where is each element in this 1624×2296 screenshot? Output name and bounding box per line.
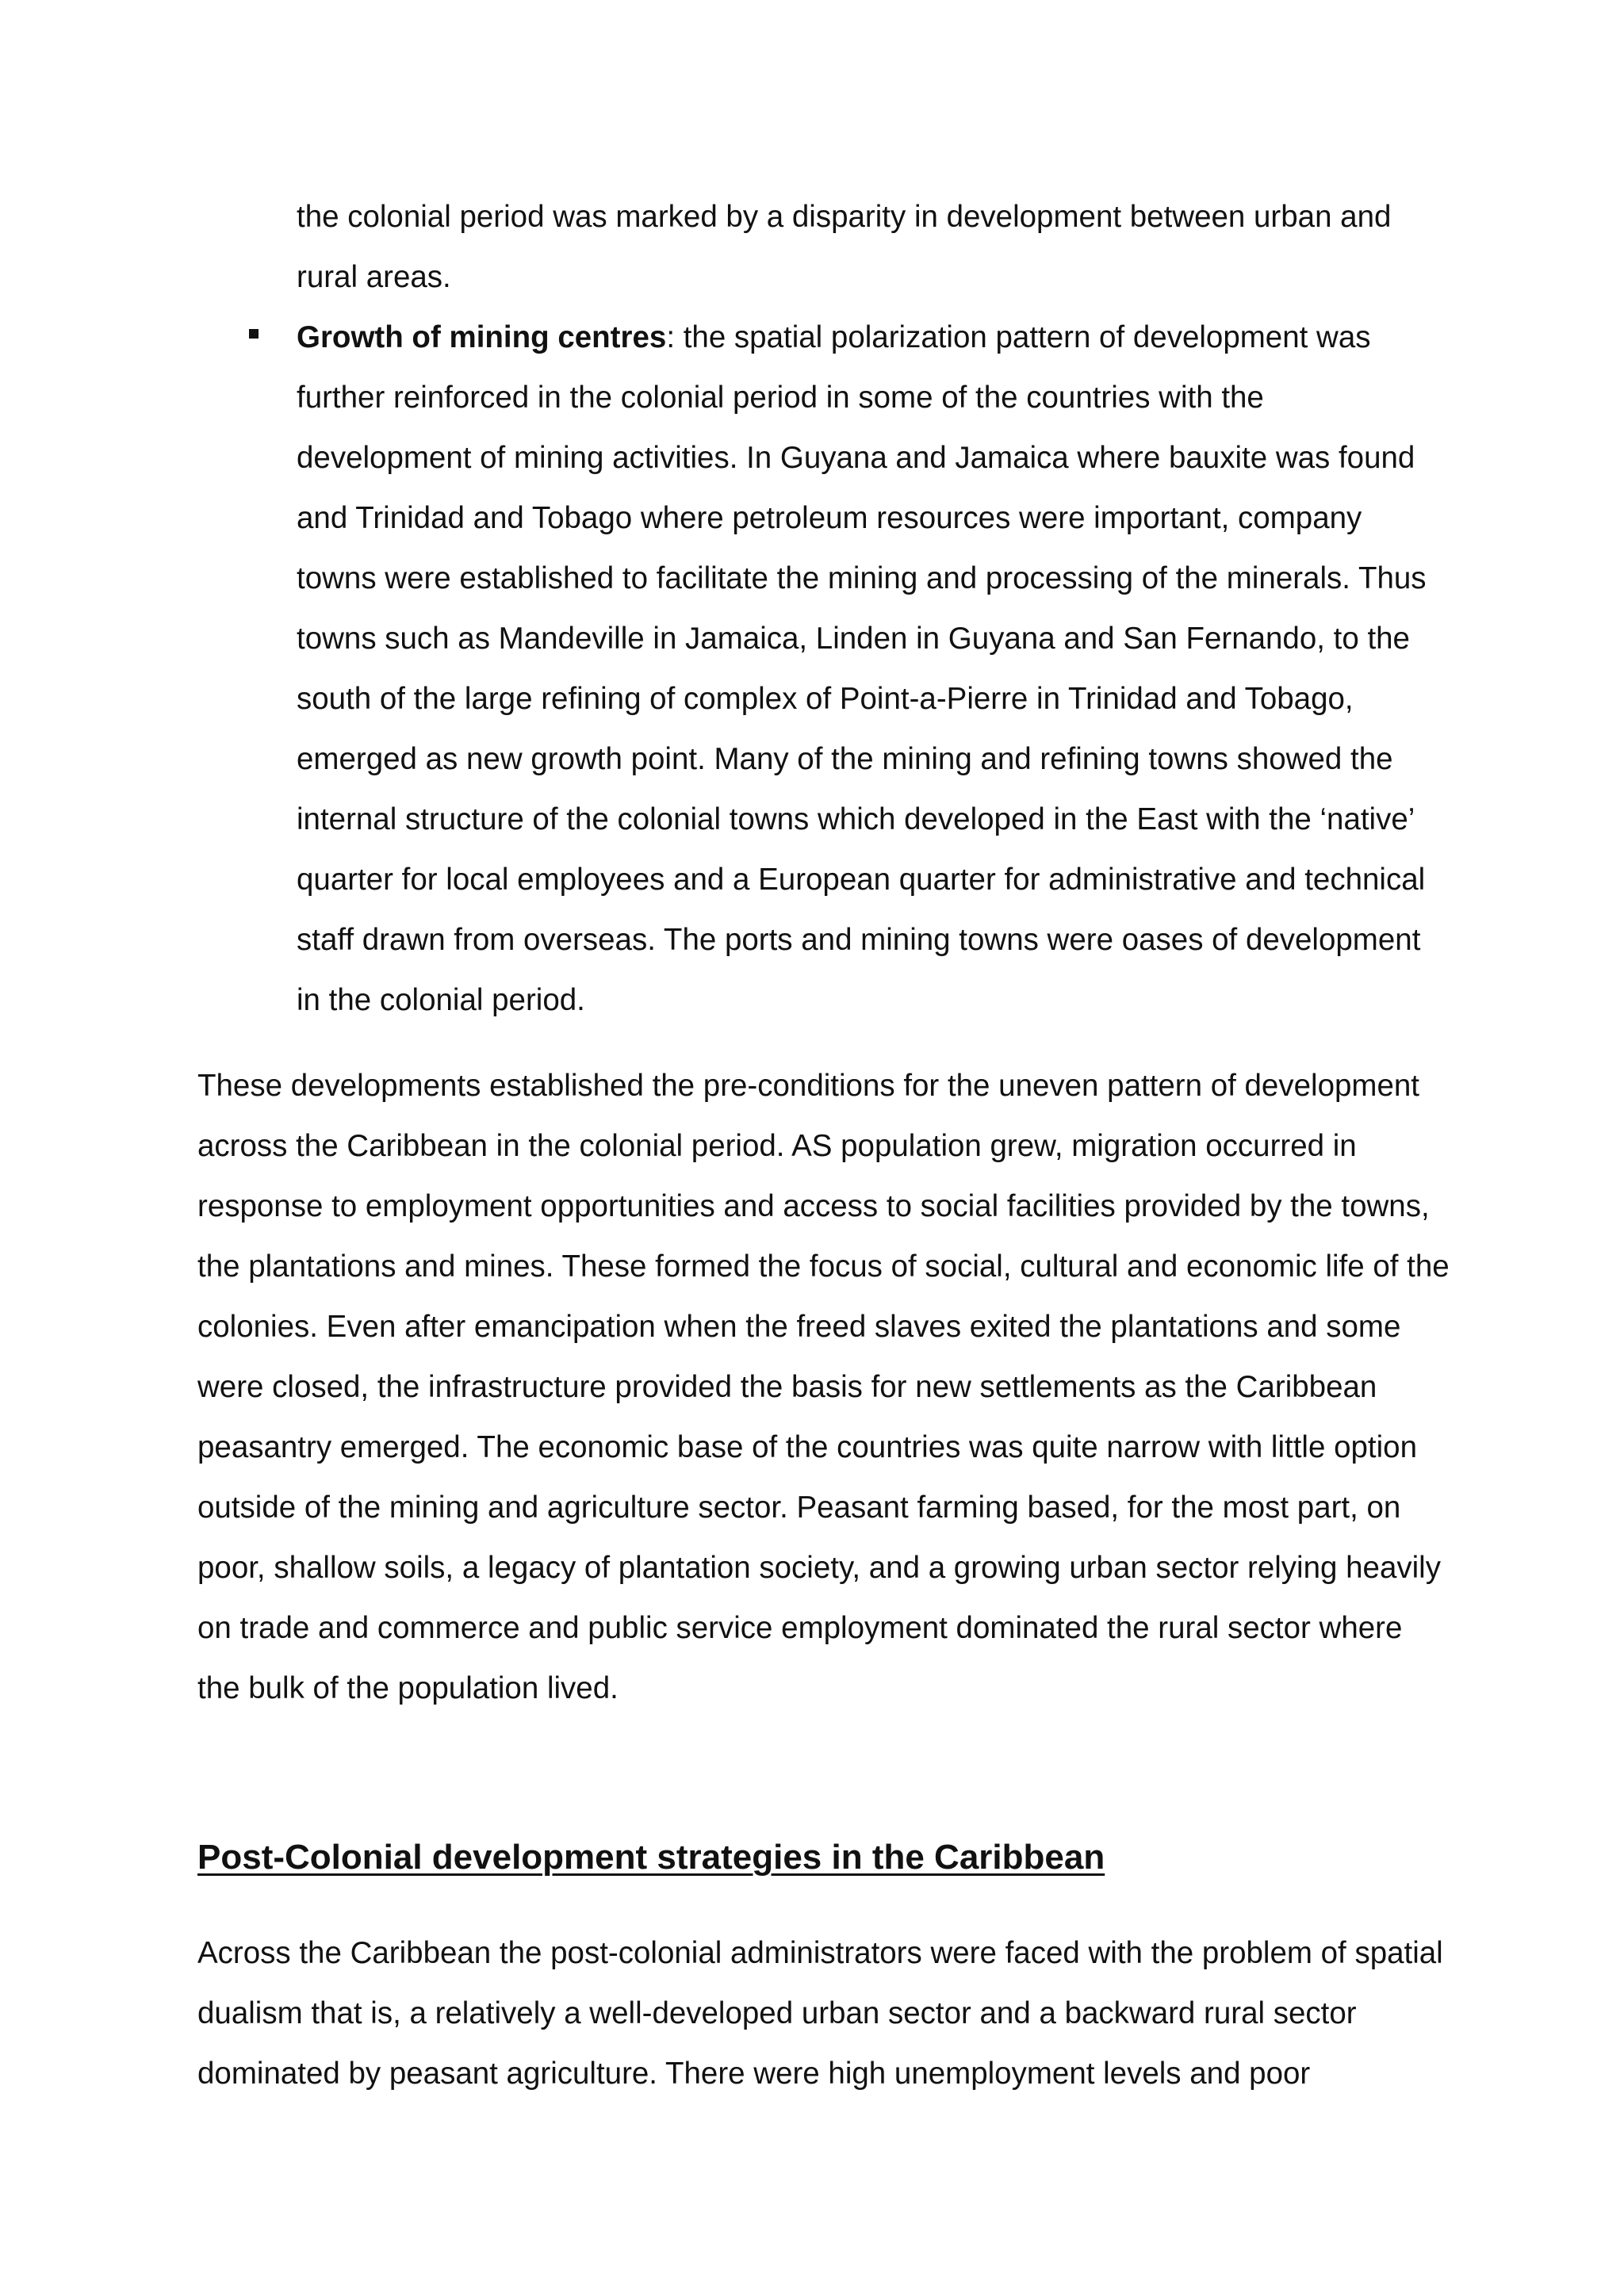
bullet-title: Growth of mining centres: [297, 320, 667, 354]
body-paragraph: Across the Caribbean the post-colonial administrators were faced with the problem of spatial dualism that is, a relatively a well-developed urban sector and a backward rural sector dominated by peasant agriculture. There were high unemployment levels and poor: [197, 1936, 1443, 2091]
section-heading: Post-Colonial development strategies in the Caribbean: [197, 1838, 1105, 1877]
body-paragraph: These developments established the pre-conditions for the uneven pattern of development across the Caribbean in the colonial period. AS population grew, migration occurred in response to employment opportunities and access to social facilities provided by the towns, the plantations and mines. These formed the focus of social, cultural and economic life of the colonies. Even after emancipation when the freed slaves exited the plantations and some were closed, the infrastructure provided the basis for new settlements as the Caribbean peasantry emerged. The economic base of the countries was quite narrow with little option outside of the mining and agriculture sector. Peasant farming based, for the most part, on poor, shallow soils, a legacy of plantation society, and a growing urban sector relying heavily on trade and commerce and public service employment dominated the rural sector where the bulk of the population lived.: [197, 1069, 1450, 1705]
square-bullet-icon: [249, 329, 259, 339]
bullet-text: : the spatial polarization pattern of development was further reinforced in the colonial period in some of the countries with the development of mining activities. In Guyana and Jamaica where bauxite was found and Trinidad and Tobago where petroleum resources were important, company towns were established to facilitate the mining and processing of the minerals. Thus towns such as Mandeville in Jamaica, Linden in Guyana and San Fernando, to the south of the large refining of complex of Point-a-Pierre in Trinidad and Tobago, emerged as new growth point. Many of the mining and refining towns showed the internal structure of the colonial towns which developed in the East with the ‘native’ quarter for local employees and a European quarter for administrative and technical staff drawn from overseas. The ports and mining towns were oases of development in the colonial period.: [297, 320, 1427, 1017]
bullet-item-mining-centres: [297, 308, 1446, 1031]
continued-paragraph: the colonial period was marked by a disparity in development between urban and rural areas.: [297, 200, 1392, 294]
